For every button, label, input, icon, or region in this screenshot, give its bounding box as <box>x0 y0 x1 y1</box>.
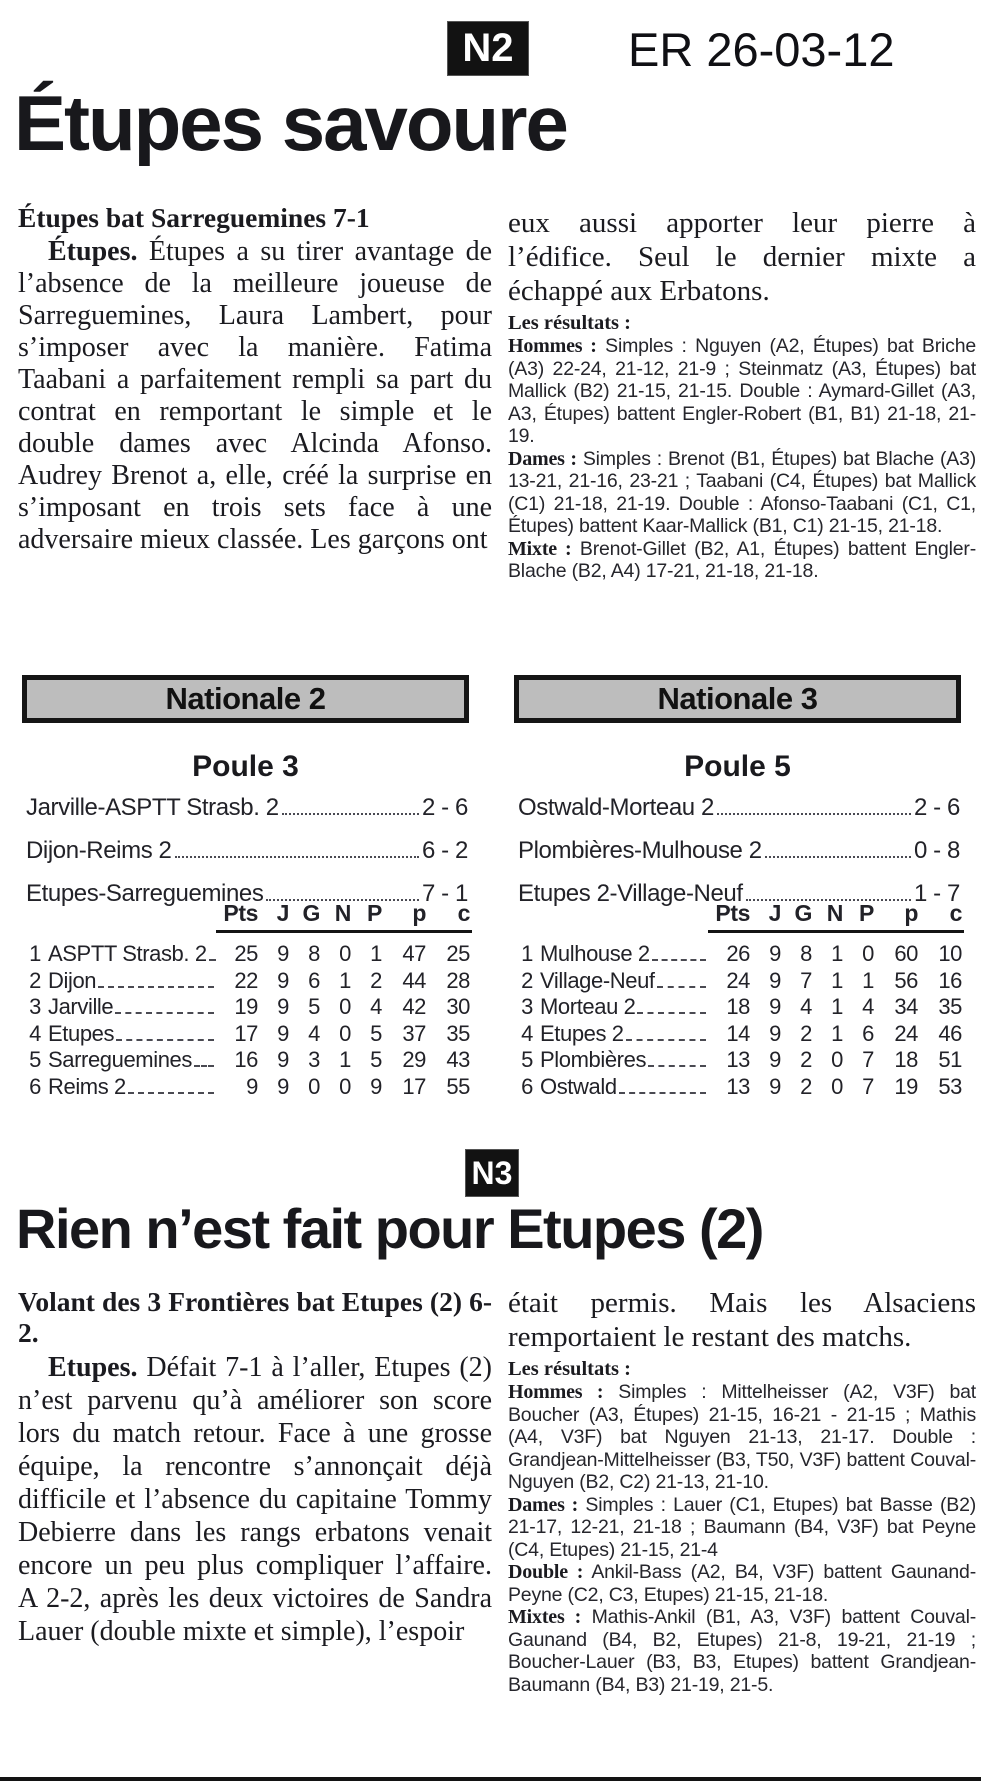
match-teams: Plombières-Mulhouse 2 <box>518 837 762 864</box>
result-category-label: Double : <box>508 1561 584 1583</box>
secondary-headline: Rien n’est fait pour Etupes (2) <box>16 1197 763 1260</box>
result-text: Mathis-Ankil (B1, A3, V3F) battent Couval-Gaunand (B4, B2, Etupes) 21-8, 19-21, 21-19 ; Boucher-Lauer (B3, B3, Etupes) battent Grandjean-Baumann (B4, B3) 21-19, 21-5. <box>508 1606 976 1696</box>
lost: 5 <box>370 1020 382 1046</box>
match-score: 7 - 1 <box>421 880 468 907</box>
against: 25 <box>446 941 470 966</box>
result-text: Simples : Brenot (B1, Étupes) bat Blache (A3) 13-21, 21-16, 23-21 ; Taabani (C4, Étupes) bat Mallick (C1) 21-18, 21-19. Double : Afonso-Taabani (C1, C1, Étupes) battent Kaar-Mallick (B1, C1) 21-15, 21-18. <box>508 447 977 537</box>
team-name: Mulhouse 2 <box>540 941 650 966</box>
standings-row <box>514 941 964 968</box>
against: 46 <box>938 1020 962 1046</box>
results-heading: Les résultats : <box>508 1358 631 1380</box>
dashed-leader <box>116 1039 214 1041</box>
standings-rows <box>514 941 964 1100</box>
lost: 4 <box>370 994 382 1019</box>
standings-column-header: N <box>826 900 843 926</box>
result-category-label: Mixte : <box>508 537 572 560</box>
points: 13 <box>726 1047 750 1072</box>
match-teams: Ostwald-Morteau 2 <box>518 794 714 821</box>
team-cell <box>540 968 708 994</box>
team-name: Jarville <box>48 994 114 1019</box>
standings-column-header: c <box>457 900 470 926</box>
standings-column-header: p <box>904 900 918 926</box>
article-n3-left-column <box>18 1286 492 1648</box>
article-n2-lead: Étupes bat Sarreguemines 7-1 <box>18 202 370 233</box>
against: 35 <box>938 994 962 1019</box>
points: 19 <box>234 994 258 1019</box>
article-n3-body-left <box>18 1351 492 1648</box>
dashed-leader <box>98 986 214 988</box>
played: 9 <box>277 994 289 1019</box>
against: 43 <box>446 1047 470 1072</box>
points: 9 <box>246 1073 258 1099</box>
standings-table-nationale2 <box>22 900 472 1100</box>
article-n3-body-left-text: Défait 7-1 à l’aller, Etupes (2) n’est parvenu qu’à améliorer son score lors du match retour. Face à une grosse équipe, la rencontre s’annonçait déjà difficile et l’absence du capitaine Tommy Debierre dans les rangs erbatons venait encore un peu plus compliquer l’affaire. A 2-2, après les deux victoires de Sandra Lauer (double mixte et simple), l’espoir <box>18 1352 492 1647</box>
standings-column-header: G <box>302 900 320 926</box>
standings-row <box>22 941 472 968</box>
article-n2-left-column <box>18 202 492 556</box>
match-score: 1 - 7 <box>913 880 960 907</box>
article-n3-lead: Volant des 3 Frontières bat Etupes (2) 6-2. <box>18 1286 492 1348</box>
article-n2-body-left <box>18 236 492 556</box>
for: 24 <box>894 1020 918 1046</box>
lost: 7 <box>862 1073 874 1099</box>
result-text: Simples : Mittelheisser (A2, V3F) bat Boucher (A3, Étupes) 21-15, 16-21 - 21-15 ; Mathis (A4, V3F) bat Nguyen 21-13, 21-17. Double : Grandjean-Mittelheisser (B3, T50, V3F) battent Couval-Nguyen (B2, C2) 21-13, 21-10. <box>508 1381 976 1493</box>
won: 2 <box>800 1073 812 1099</box>
team-name: Morteau 2 <box>540 994 636 1019</box>
won: 0 <box>308 1073 320 1099</box>
against: 51 <box>938 1047 962 1072</box>
against: 55 <box>446 1073 470 1099</box>
team-name: Sarreguemines <box>48 1047 192 1072</box>
drawn: 0 <box>339 1073 351 1099</box>
rank: 3 <box>29 994 41 1019</box>
dotted-leader <box>717 813 911 815</box>
result-item <box>508 1606 976 1696</box>
team-cell <box>48 968 216 994</box>
result-text: Brenot-Gillet (B2, A1, Étupes) battent Engler-Blache (B2, A4) 17-21, 21-18, 21-18. <box>508 537 976 582</box>
league-badge-n3-label: N3 <box>471 1154 513 1191</box>
dashed-leader <box>194 1065 214 1067</box>
lost: 6 <box>862 1020 874 1046</box>
drawn: 0 <box>339 994 351 1019</box>
edition-date: ER 26-03-12 <box>628 23 895 76</box>
match-teams: Dijon-Reims 2 <box>26 837 172 864</box>
standings-row <box>514 1074 964 1101</box>
empty-cell <box>22 900 48 927</box>
standings-column-header: Pts <box>715 900 750 926</box>
standings-column-header: c <box>949 900 962 926</box>
dateline-label: Etupes. <box>48 1352 138 1383</box>
dotted-leader <box>765 856 911 858</box>
article-n3-right-column <box>508 1286 976 1696</box>
team-name: Etupes 2 <box>540 1020 624 1046</box>
standings-column-header: P <box>367 900 382 926</box>
points: 24 <box>726 967 750 993</box>
result-category-label: Hommes : <box>508 1381 604 1403</box>
dashed-leader <box>128 1092 214 1094</box>
played: 9 <box>769 994 781 1019</box>
won: 7 <box>800 967 812 993</box>
result-item <box>508 1494 976 1562</box>
section-header-nationale2 <box>22 675 469 723</box>
rank: 2 <box>521 967 533 993</box>
team-cell <box>48 1047 216 1073</box>
team-name: Village-Neuf <box>540 967 655 993</box>
result-category-label: Dames : <box>508 1493 579 1516</box>
dashed-leader <box>652 959 706 961</box>
rank: 1 <box>29 941 41 966</box>
for: 42 <box>402 994 426 1019</box>
played: 9 <box>769 1020 781 1046</box>
for: 34 <box>894 994 918 1019</box>
standings-header-rule <box>708 930 964 933</box>
team-cell <box>540 941 708 967</box>
match-teams: Jarville-ASPTT Strasb. 2 <box>26 794 279 821</box>
results-list-n2 <box>508 335 976 583</box>
team-cell <box>48 1074 216 1100</box>
lost: 0 <box>862 941 874 966</box>
standings-column-header: G <box>794 900 812 926</box>
match-teams: Etupes 2-Village-Neuf <box>518 880 743 907</box>
empty-cell <box>48 900 216 927</box>
drawn: 1 <box>831 967 843 993</box>
dashed-leader <box>619 1092 706 1094</box>
lost: 1 <box>862 967 874 993</box>
result-category-label: Dames : <box>508 447 577 470</box>
for: 56 <box>894 967 918 993</box>
league-badge-n2 <box>448 22 528 75</box>
result-item <box>508 335 976 448</box>
against: 28 <box>446 967 470 993</box>
against: 30 <box>446 994 470 1019</box>
drawn: 0 <box>831 1073 843 1099</box>
won: 3 <box>308 1047 320 1072</box>
rank: 3 <box>521 994 533 1019</box>
team-cell <box>48 994 216 1020</box>
against: 10 <box>938 941 962 966</box>
for: 17 <box>402 1073 426 1099</box>
drawn: 1 <box>831 1020 843 1046</box>
article-n2-body-right: eux aussi apporter leur pierre à l’édifice. Seul le dernier mixte a échappé aux Erbatons. <box>508 207 976 307</box>
for: 37 <box>402 1020 426 1046</box>
against: 53 <box>938 1073 962 1099</box>
for: 29 <box>402 1047 426 1072</box>
standings-header-row <box>22 900 472 927</box>
played: 9 <box>277 1047 289 1072</box>
rank: 4 <box>29 1020 41 1046</box>
team-name: Etupes <box>48 1020 115 1046</box>
lost: 5 <box>370 1047 382 1072</box>
standings-row <box>22 1047 472 1074</box>
team-cell <box>48 941 216 967</box>
dateline-label: Étupes. <box>48 236 138 267</box>
results-heading: Les résultats : <box>508 312 631 334</box>
match-row <box>518 837 960 863</box>
points: 25 <box>234 941 258 966</box>
standings-column-header: J <box>768 900 781 926</box>
result-item <box>508 1381 976 1494</box>
drawn: 1 <box>339 1047 351 1072</box>
standings-column-header: P <box>859 900 874 926</box>
played: 9 <box>277 967 289 993</box>
section-header-nationale2-title: Nationale 2 <box>165 681 326 716</box>
points: 16 <box>234 1047 258 1072</box>
poule3-title: Poule 3 <box>192 750 299 783</box>
standings-column-header: Pts <box>223 900 258 926</box>
team-cell <box>540 1074 708 1100</box>
rank: 5 <box>29 1047 41 1072</box>
lost: 7 <box>862 1047 874 1072</box>
team-cell <box>540 1047 708 1073</box>
main-headline: Étupes savoure <box>14 79 567 167</box>
rank: 6 <box>521 1073 533 1099</box>
match-teams: Etupes-Sarreguemines <box>26 880 264 907</box>
standings-column-header: p <box>412 900 426 926</box>
lost: 1 <box>370 941 382 966</box>
dotted-leader <box>282 813 419 815</box>
match-row <box>26 794 468 820</box>
article-n2-body-left-text: Étupes a su tirer avantage de l’absence de la meilleure joueuse de Sarreguemines, Laura Lambert, pour s’imposer avec la manière. Fatima Taabani a parfaitement rempli sa part du contrat en remportant le simple et le double dames avec Alcinda Afonso. Audrey Brenot a, elle, créé la surprise en s’imposant en trois sets face à une adversaire mieux classée. Les garçons ont <box>18 236 492 555</box>
dashed-leader <box>657 986 706 988</box>
standings-row <box>22 1021 472 1048</box>
won: 4 <box>800 994 812 1019</box>
standings-header-rule <box>216 930 472 933</box>
points: 13 <box>726 1073 750 1099</box>
standings-row <box>22 1074 472 1101</box>
played: 9 <box>769 1073 781 1099</box>
result-category-label: Hommes : <box>508 335 597 357</box>
won: 5 <box>308 994 320 1019</box>
team-name: Ostwald <box>540 1073 617 1099</box>
rank: 2 <box>29 967 41 993</box>
won: 8 <box>800 941 812 966</box>
match-score: 6 - 2 <box>421 837 468 864</box>
match-score: 2 - 6 <box>421 794 468 821</box>
result-category-label: Mixtes : <box>508 1606 582 1628</box>
lost: 2 <box>370 967 382 993</box>
league-badge-n3 <box>466 1150 518 1196</box>
points: 18 <box>726 994 750 1019</box>
team-cell <box>48 1021 216 1047</box>
team-name: Plombières <box>540 1047 647 1072</box>
result-text: Ankil-Bass (A2, B4, V3F) battent Gaunand-Peyne (C2, C3, Etupes) 21-15, 21-18. <box>508 1561 976 1606</box>
standings-row <box>514 968 964 995</box>
rank: 5 <box>521 1047 533 1072</box>
lost: 4 <box>862 994 874 1019</box>
bottom-rule <box>0 1777 981 1781</box>
points: 22 <box>234 967 258 993</box>
won: 6 <box>308 967 320 993</box>
against: 35 <box>446 1020 470 1046</box>
drawn: 1 <box>339 967 351 993</box>
match-row <box>518 794 960 820</box>
played: 9 <box>277 941 289 966</box>
standings-column-header: J <box>276 900 289 926</box>
result-item <box>508 448 976 538</box>
standings-table-nationale3 <box>514 900 964 1100</box>
for: 19 <box>894 1073 918 1099</box>
drawn: 0 <box>339 1020 351 1046</box>
section-header-nationale3 <box>514 675 961 723</box>
dashed-leader <box>209 959 216 961</box>
played: 9 <box>277 1020 289 1046</box>
standings-row <box>22 994 472 1021</box>
team-name: Reims 2 <box>48 1073 126 1099</box>
for: 44 <box>402 967 426 993</box>
dashed-leader <box>637 1012 706 1014</box>
points: 14 <box>726 1020 750 1046</box>
article-n3-body-right: était permis. Mais les Alsaciens remportaient le restant des matchs. <box>508 1287 976 1353</box>
section-header-nationale3-title: Nationale 3 <box>657 681 818 716</box>
against: 16 <box>938 967 962 993</box>
for: 47 <box>402 941 426 966</box>
points: 26 <box>726 941 750 966</box>
empty-cell <box>514 900 540 927</box>
played: 9 <box>769 967 781 993</box>
empty-cell <box>540 900 708 927</box>
dashed-leader <box>115 1012 214 1014</box>
dashed-leader <box>648 1065 706 1067</box>
drawn: 1 <box>831 994 843 1019</box>
played: 9 <box>769 1047 781 1072</box>
league-badge-n2-label: N2 <box>462 26 514 70</box>
standings-rows <box>22 941 472 1100</box>
points: 17 <box>234 1020 258 1046</box>
result-item <box>508 1561 976 1606</box>
dotted-leader <box>175 856 419 858</box>
article-n2-right-column <box>508 206 976 583</box>
standings-header-row <box>514 900 964 927</box>
played: 9 <box>277 1073 289 1099</box>
team-cell <box>540 994 708 1020</box>
won: 4 <box>308 1020 320 1046</box>
played: 9 <box>769 941 781 966</box>
won: 8 <box>308 941 320 966</box>
won: 2 <box>800 1047 812 1072</box>
for: 60 <box>894 941 918 966</box>
standings-row <box>514 1021 964 1048</box>
rank: 4 <box>521 1020 533 1046</box>
standings-column-header: N <box>334 900 351 926</box>
dashed-leader <box>626 1039 706 1041</box>
won: 2 <box>800 1020 812 1046</box>
rank: 6 <box>29 1073 41 1099</box>
lost: 9 <box>370 1073 382 1099</box>
rank: 1 <box>521 941 533 966</box>
team-name: ASPTT Strasb. 2 <box>48 941 207 966</box>
result-item <box>508 538 976 583</box>
for: 18 <box>894 1047 918 1072</box>
match-row <box>26 837 468 863</box>
results-list-n3 <box>508 1381 976 1696</box>
team-cell <box>540 1021 708 1047</box>
standings-row <box>514 994 964 1021</box>
drawn: 0 <box>831 1047 843 1072</box>
drawn: 1 <box>831 941 843 966</box>
result-text: Simples : Nguyen (A2, Étupes) bat Briche (A3) 22-24, 21-12, 21-9 ; Steinmatz (A3, Étupes) bat Mallick (B2) 21-15, 21-15. Double : Aymard-Gillet (A3, A3, Étupes) battent Engler-Robert (B1, B1) 21-18, 21-19. <box>508 335 976 447</box>
team-name: Dijon <box>48 967 97 993</box>
standings-row <box>22 968 472 995</box>
result-text: Simples : Lauer (C1, Etupes) bat Basse (B2) 21-17, 12-21, 21-18 ; Baumann (B4, V3F) bat Peyne (C4, Etupes) 21-15, 21-4 <box>508 1493 977 1561</box>
match-score: 0 - 8 <box>913 837 960 864</box>
match-score: 2 - 6 <box>913 794 960 821</box>
poule5-title: Poule 5 <box>684 750 791 783</box>
standings-row <box>514 1047 964 1074</box>
drawn: 0 <box>339 941 351 966</box>
